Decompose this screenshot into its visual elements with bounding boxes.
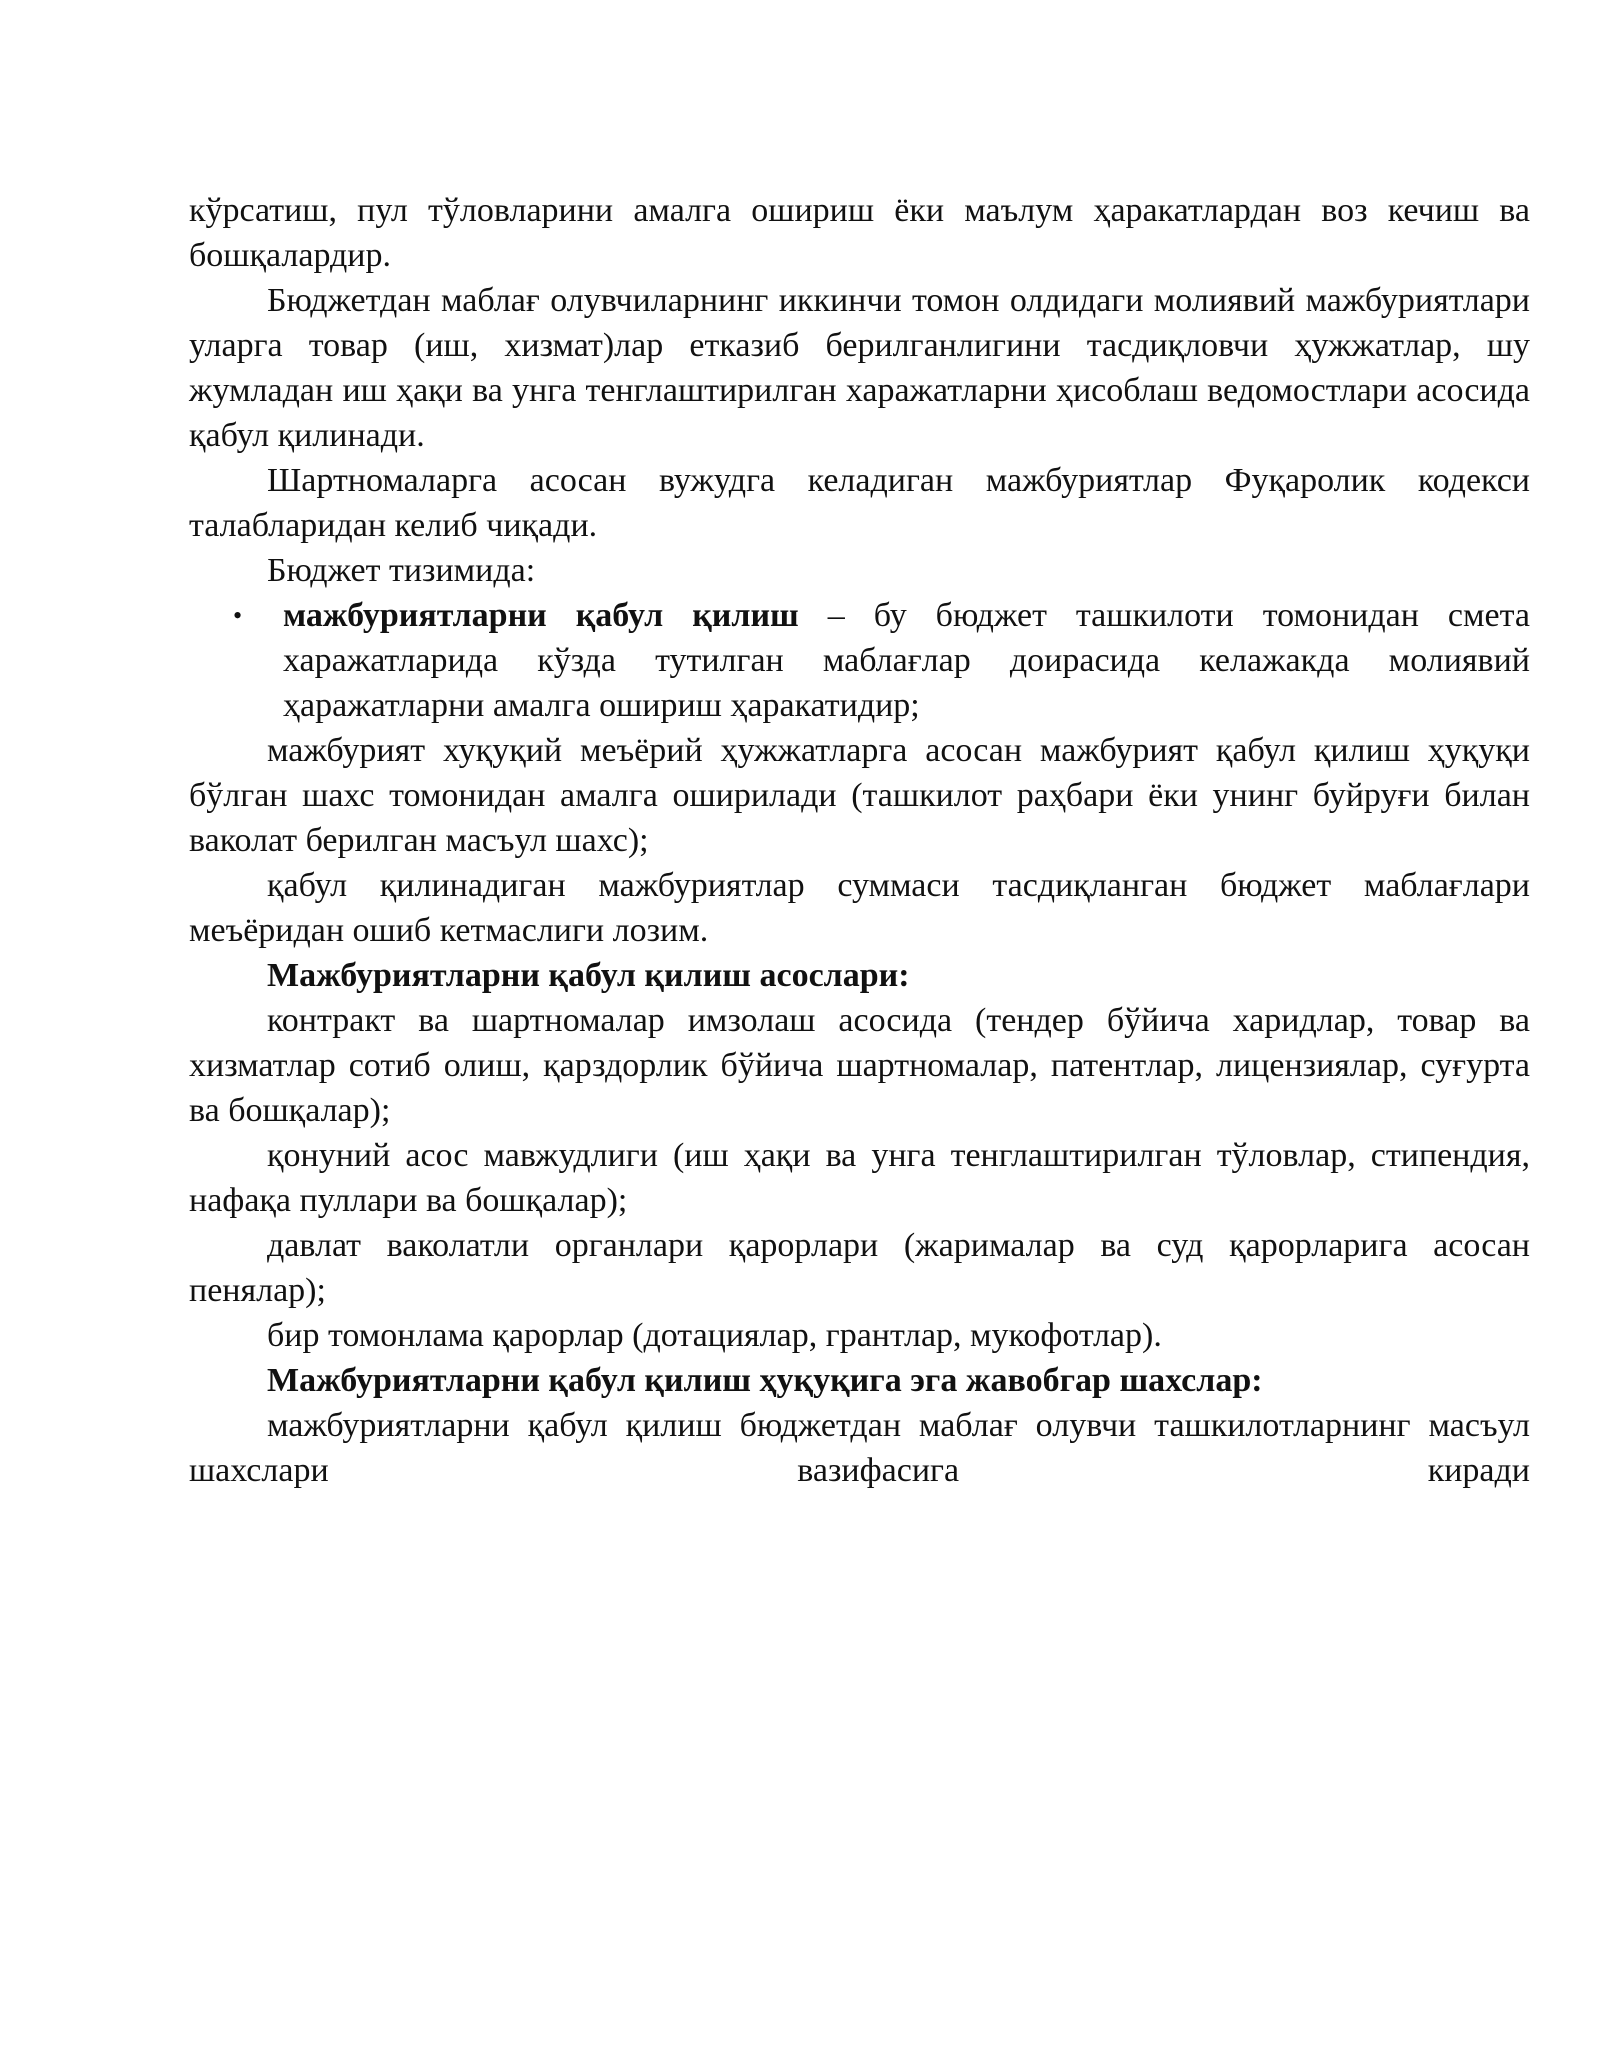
paragraph-limit: қабул қилинадиган мажбуриятлар суммаси тасдиқланган бюджет маблағлари меъёридан ошиб кетмаслиги лозим. [189,867,1530,949]
paragraph-unilateral: бир томонлама қарорлар (дотациялар, грантлар, мукофотлар). [267,1317,1162,1354]
paragraph-state-decisions: давлат ваколатли органлари қарорлари (жарималар ва суд қарорларига асосан пенялар); [189,1227,1530,1309]
bullet-item [189,593,1530,728]
heading-grounds: Мажбуриятларни қабул қилиш асослари: [267,957,910,994]
paragraph-contract-obligations: Шартномаларга асосан вужудга келадиган мажбуриятлар Фуқаролик кодекси талабларидан келиб чиқади. [189,462,1530,544]
document-page [189,188,1530,1493]
bullet-definition: – бу бюджет ташкилоти томонидан смета харажатларида кўзда тутилган маблағлар доирасида келажакда молиявий ҳаражатларни амалга ошириш ҳаракатидир; [283,597,1530,724]
paragraph-authority: мажбурият хуқуқий меъёрий ҳужжатларга асосан мажбурият қабул қилиш ҳуқуқи бўлган шахс томонидан амалга оширилади (ташкилот раҳбари ёки унинг буйруғи билан ваколат берилган масъул шахс); [189,732,1530,859]
bullet-term: мажбуриятларни қабул қилиш [283,597,799,634]
heading-responsible-persons: Мажбуриятларни қабул қилиш ҳуқуқига эга жавобгар шахслар: [267,1362,1263,1399]
paragraph-obligations-recipients: Бюджетдан маблағ олувчиларнинг иккинчи томон олдидаги молиявий мажбуриятлари уларга товар (иш, хизмат)лар етказиб берилганлигини тасдиқловчи ҳужжатлар, шу жумладан иш ҳақи ва унга тенглаштирилган харажатларни ҳисоблаш ведомостлари асосида қабул қилинади. [189,282,1530,454]
paragraph-continuation: кўрсатиш, пул тўловларини амалга ошириш ёки маълум ҳаракатлардан воз кечиш ва бошқалардир. [189,192,1530,274]
bullet-icon: • [233,601,243,630]
paragraph-responsible-duties: мажбуриятларни қабул қилиш бюджетдан маблағ олувчи ташкилотларнинг масъул шахслари вазифасига киради [189,1407,1530,1489]
paragraph-legal-basis: қонуний асос мавжудлиги (иш ҳақи ва унга тенглаштирилган тўловлар, стипендия, нафақа пуллари ва бошқалар); [189,1137,1530,1219]
paragraph-contracts: контракт ва шартномалар имзолаш асосида (тендер бўйича харидлар, товар ва хизматлар сотиб олиш, қарздорлик бўйича шартномалар, патентлар, лицензиялар, суғурта ва бошқалар); [189,1002,1530,1129]
bullet-list [189,593,1530,728]
paragraph-budget-system-intro: Бюджет тизимида: [267,552,536,589]
